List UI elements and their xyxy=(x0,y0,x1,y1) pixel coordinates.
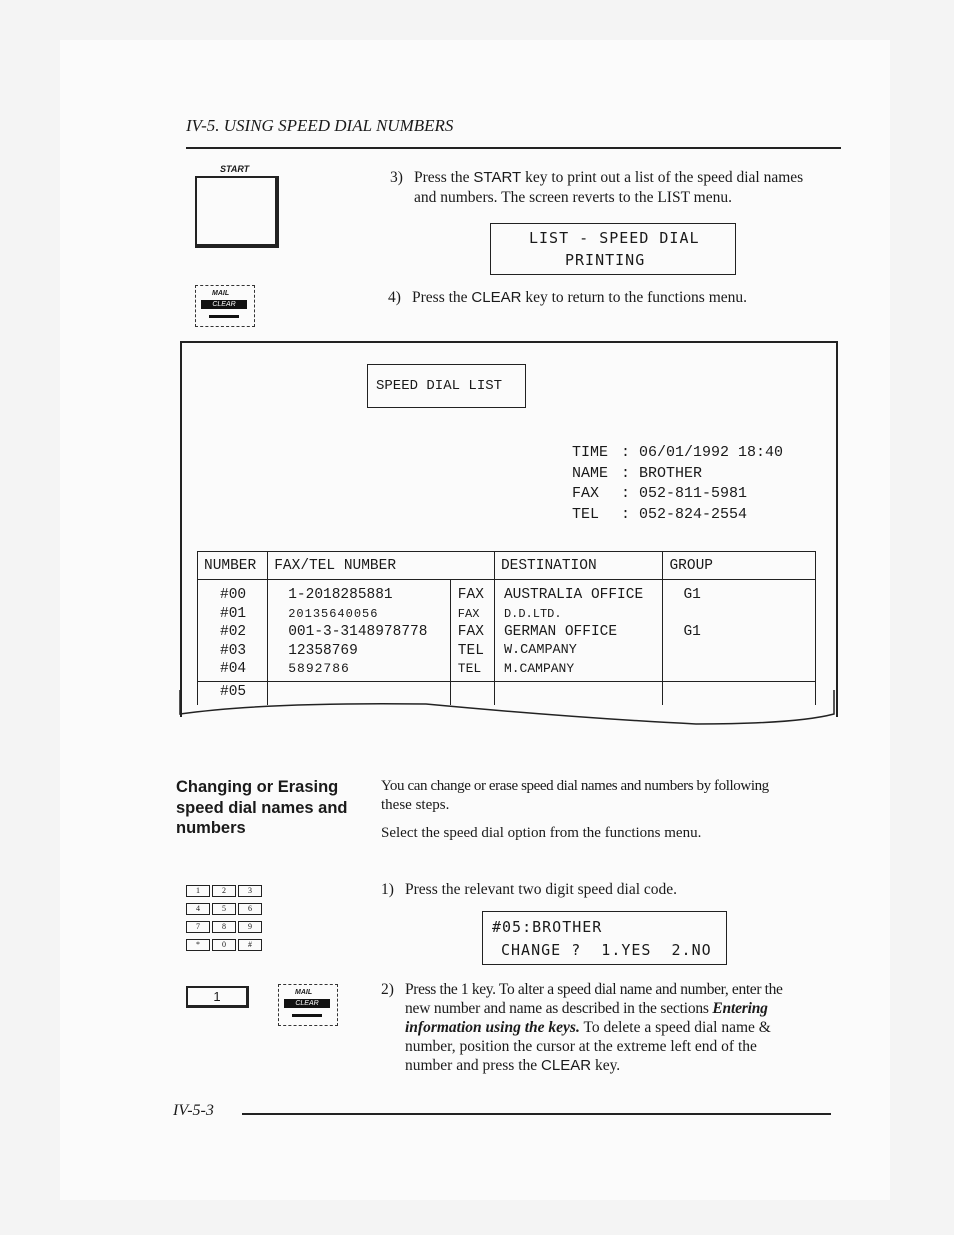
info-value: BROTHER xyxy=(639,464,703,482)
lcd-line-1: #05:BROTHER xyxy=(492,918,603,936)
type-cell xyxy=(450,580,494,682)
step-4-prefix: Press the xyxy=(412,289,472,306)
group-cell xyxy=(663,580,816,682)
intro-line: these steps. xyxy=(381,797,450,813)
row-group: G1 xyxy=(683,587,701,603)
row-number: #02 xyxy=(220,624,247,640)
clear-key-icon xyxy=(195,285,255,327)
step-2-key: CLEAR xyxy=(541,1057,592,1074)
step-3-key: START xyxy=(473,169,522,186)
row-number: #04 xyxy=(220,661,247,677)
col-group: GROUP xyxy=(663,552,816,580)
row-number: #01 xyxy=(220,605,247,622)
keypad-key: 9 xyxy=(238,921,262,933)
step-4-text xyxy=(412,288,747,307)
one-key-label: 1 xyxy=(213,989,221,1004)
row-destination: D.D.LTD. xyxy=(503,606,562,621)
keypad-key: 7 xyxy=(186,921,210,933)
step-2-number: 2) xyxy=(381,981,394,998)
keypad-key: 0 xyxy=(212,939,236,951)
row-group xyxy=(683,642,815,661)
step-3 xyxy=(390,168,850,208)
intro-line: You can change or erase speed dial names and numbers by following xyxy=(381,778,769,794)
table-header-row xyxy=(198,552,816,580)
lcd-display-change xyxy=(482,911,727,965)
row-destination: M.CAMPANY xyxy=(503,661,575,676)
info-label: NAME xyxy=(572,464,609,482)
footer-rule xyxy=(242,1113,831,1115)
step-3-prefix: Press the xyxy=(414,169,474,186)
one-key-icon xyxy=(186,986,249,1008)
lcd-line-2: PRINTING xyxy=(565,251,646,269)
step-3-text xyxy=(414,168,803,187)
clear-key-bar xyxy=(209,315,239,318)
clear-key-label: CLEAR xyxy=(201,300,247,309)
row-number: #00 xyxy=(220,587,247,603)
report-title: SPEED DIAL LIST xyxy=(376,378,503,394)
row-destination: GERMAN OFFICE xyxy=(503,624,618,640)
lcd-display-printing xyxy=(490,223,736,275)
col-destination: DESTINATION xyxy=(494,552,663,580)
row-group xyxy=(683,605,815,624)
report-info-tel: TEL : 052-824-2554 xyxy=(572,505,783,526)
row-destination: AUSTRALIA OFFICE xyxy=(503,587,644,603)
lcd-line-2: CHANGE ? 1.YES 2.NO xyxy=(501,941,712,959)
col-fax-tel: FAX/TEL NUMBER xyxy=(268,552,495,580)
keypad-key: 6 xyxy=(238,903,262,915)
step-2-line: Press the 1 key. To alter a speed dial name and number, enter the xyxy=(405,981,783,998)
clear-key-icon-2 xyxy=(278,984,338,1026)
info-value: 06/01/1992 18:40 xyxy=(639,444,784,461)
row-destination: W.CAMPANY xyxy=(503,642,577,658)
report-title-box xyxy=(367,364,526,408)
step-4-key: CLEAR xyxy=(471,289,522,306)
fax-tel-cell xyxy=(268,580,451,682)
page-number: IV-5-3 xyxy=(173,1102,214,1119)
clear-key-label: CLEAR xyxy=(284,999,330,1008)
step-3-suffix: key to print out a list of the speed dial names xyxy=(521,169,804,186)
section-heading-line: speed dial names and xyxy=(176,798,348,817)
section-heading xyxy=(176,777,347,839)
clear-key-bar xyxy=(292,1014,322,1017)
section-heading-line: numbers xyxy=(176,819,246,837)
row-type: TEL xyxy=(457,661,482,676)
table-body xyxy=(198,580,816,682)
row-fax-tel: 001-3-3148978778 xyxy=(288,624,428,640)
section-intro xyxy=(381,777,841,843)
step-1 xyxy=(381,880,841,902)
step-4 xyxy=(388,288,848,310)
speed-dial-table xyxy=(197,551,816,705)
destination-cell xyxy=(494,580,663,682)
step-2-emphasis: information using the keys. xyxy=(405,1019,580,1036)
keypad-key: 4 xyxy=(186,903,210,915)
step-3-number: 3) xyxy=(390,169,403,186)
row-group xyxy=(683,660,815,679)
step-4-suffix: key to return to the functions menu. xyxy=(521,289,748,306)
select-option-text: Select the speed dial option from the functions menu. xyxy=(381,825,702,841)
step-2-text xyxy=(405,980,835,1075)
step-2-emphasis: Entering xyxy=(712,1000,768,1017)
keypad-key: 1 xyxy=(186,885,210,897)
info-label: TEL xyxy=(572,505,600,523)
step-2-line xyxy=(405,1056,835,1075)
page-header-title: IV-5. USING SPEED DIAL NUMBERS xyxy=(186,116,454,135)
step-2-text-part: new number and name as described in the sections xyxy=(405,1000,713,1017)
report-info-name: NAME : BROTHER xyxy=(572,464,783,485)
row-number: #03 xyxy=(220,642,247,659)
row-fax-tel xyxy=(268,681,451,705)
keypad-key: * xyxy=(186,939,210,951)
row-type: FAX xyxy=(457,606,480,621)
report-info-time: TIME : 06/01/1992 18:40 xyxy=(572,443,783,464)
keypad-key: # xyxy=(238,939,262,951)
header-rule xyxy=(186,147,841,149)
info-label: TIME xyxy=(572,444,609,461)
row-fax-tel: 20135640056 xyxy=(288,606,379,621)
col-number: NUMBER xyxy=(198,552,268,580)
row-group: G1 xyxy=(683,624,701,640)
info-value: 052-811-5981 xyxy=(639,485,748,502)
row-fax-tel: 5892786 xyxy=(288,661,350,676)
info-label: FAX xyxy=(572,485,600,502)
step-2-line: number, position the cursor at the extreme left end of the xyxy=(405,1038,757,1055)
table-row-05 xyxy=(198,681,816,705)
clear-key-mail-label: MAIL xyxy=(212,290,230,297)
start-key-icon xyxy=(195,176,279,248)
step-2-text-part: key. xyxy=(591,1057,621,1074)
row-destination xyxy=(494,681,663,705)
row-number: #05 xyxy=(198,681,268,705)
step-2-text-part: number and press the xyxy=(405,1057,542,1074)
row-group xyxy=(663,681,816,705)
keypad-icon xyxy=(186,880,270,949)
row-type: FAX xyxy=(457,624,484,640)
step-3-line2: and numbers. The screen reverts to the LIST menu. xyxy=(414,189,732,206)
numbers-cell xyxy=(198,580,268,682)
start-key-label: START xyxy=(220,164,250,174)
step-2-line xyxy=(405,1018,835,1037)
row-fax-tel: 12358769 xyxy=(288,642,358,659)
step-4-number: 4) xyxy=(388,289,401,306)
row-type: TEL xyxy=(457,642,484,659)
step-2-line xyxy=(405,999,835,1018)
keypad-key: 2 xyxy=(212,885,236,897)
keypad-key: 8 xyxy=(212,921,236,933)
clear-key-mail-label: MAIL xyxy=(295,989,313,996)
info-value: 052-824-2554 xyxy=(639,505,748,523)
report-info-block xyxy=(572,443,783,525)
row-fax-tel: 1-2018285881 xyxy=(288,587,393,603)
lcd-line-1: LIST - SPEED DIAL xyxy=(529,229,700,247)
keypad-key: 5 xyxy=(212,903,236,915)
row-type: FAX xyxy=(457,587,484,603)
step-2-text-part: To delete a speed dial name & xyxy=(579,1019,771,1036)
keypad-key: 3 xyxy=(238,885,262,897)
step-1-text: Press the relevant two digit speed dial code. xyxy=(405,881,678,898)
report-info-fax: FAX : 052-811-5981 xyxy=(572,484,783,505)
row-type xyxy=(450,681,494,705)
section-heading-line: Changing or Erasing xyxy=(176,778,339,796)
step-2 xyxy=(381,980,841,1080)
step-1-number: 1) xyxy=(381,881,394,898)
